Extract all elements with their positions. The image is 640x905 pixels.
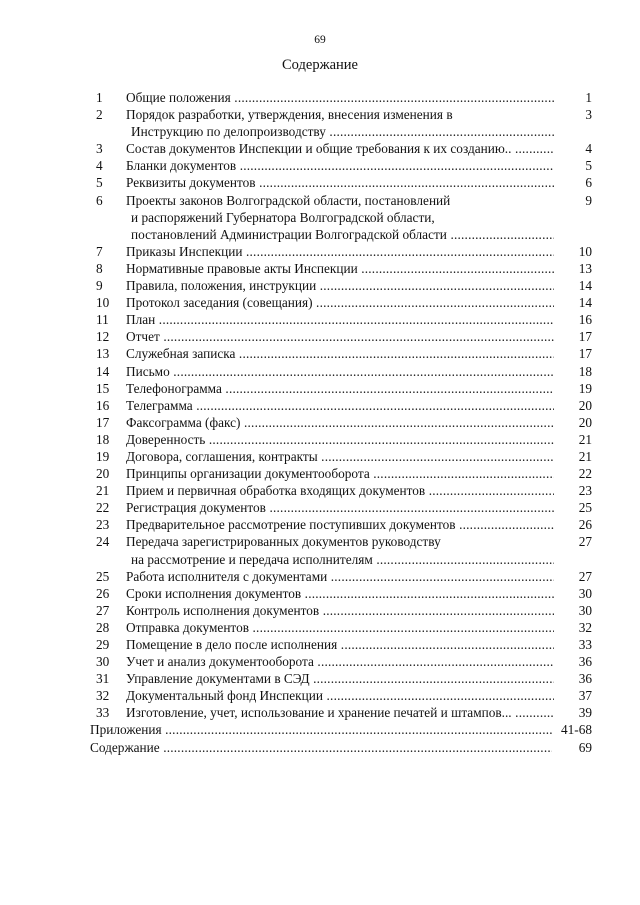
toc-entry <box>0 363 640 380</box>
entry-number: 22 <box>96 500 110 516</box>
entry-number: 23 <box>96 517 110 533</box>
toc-entry <box>0 533 640 550</box>
entry-page: 27 <box>578 568 592 584</box>
entry-page: 5 <box>585 158 592 174</box>
entry-number: 21 <box>96 483 110 499</box>
entry-title: Инструкцию по делопроизводству ..... <box>131 123 554 140</box>
toc-entry <box>0 568 640 585</box>
page-title: Содержание <box>282 57 358 73</box>
entry-title: Изготовление, учет, использование и хранение печатей и штампов... ..... <box>126 704 554 721</box>
toc-entry <box>0 670 640 687</box>
entry-number: 13 <box>96 346 110 362</box>
entry-page: 20 <box>578 397 592 413</box>
entry-title: Учет и анализ документооборота ..... <box>126 653 554 670</box>
toc-entry-appendix <box>0 721 640 738</box>
entry-title: Письмо ..... <box>126 363 554 380</box>
entry-number: 12 <box>96 329 110 345</box>
entry-title: и распоряжений Губернатора Волгоградской области, <box>131 209 435 225</box>
toc-entry <box>0 345 640 362</box>
entry-title: Прием и первичная обработка входящих документов ..... <box>126 482 554 499</box>
entry-title: Предварительное рассмотрение поступивших документов ..... <box>126 516 554 533</box>
toc-entry <box>0 243 640 260</box>
entry-title: Проекты законов Волгоградской области, постановлений <box>126 192 451 208</box>
toc-entry <box>0 294 640 311</box>
entry-title: Общие положения ..... <box>126 89 554 106</box>
entry-number: 18 <box>96 431 110 447</box>
entry-title: Телефонограмма ..... <box>126 380 554 397</box>
toc-entry <box>0 448 640 465</box>
entry-page: 6 <box>585 175 592 191</box>
toc-entry <box>0 499 640 516</box>
entry-title: Отчет ..... <box>126 328 554 345</box>
entry-number: 3 <box>96 141 103 157</box>
entry-page: 30 <box>578 585 592 601</box>
entry-page: 25 <box>578 500 592 516</box>
entry-number: 24 <box>96 534 110 550</box>
entry-title: Факсограмма (факс) ..... <box>126 414 554 431</box>
entry-page: 1 <box>585 90 592 105</box>
appendix-page: 41-68 <box>560 722 592 738</box>
entry-number: 2 <box>96 107 103 123</box>
entry-page: 20 <box>578 414 592 430</box>
entry-page: 14 <box>578 278 592 294</box>
entry-title: Управление документами в СЭД ..... <box>126 670 554 687</box>
contents-label: Содержание ..... <box>90 739 552 756</box>
entry-title: Контроль исполнения документов ..... <box>126 602 554 619</box>
entry-title: Регистрация документов ..... <box>126 499 554 516</box>
entry-page: 17 <box>578 329 592 345</box>
entry-number: 27 <box>96 602 110 618</box>
entry-page: 17 <box>578 346 592 362</box>
entry-page: 14 <box>578 295 592 311</box>
entry-number: 16 <box>96 397 110 413</box>
entry-number: 9 <box>96 278 103 294</box>
toc-entry <box>0 482 640 499</box>
entry-title: Сроки исполнения документов ..... <box>126 585 554 602</box>
entry-title: Телеграмма ..... <box>126 397 554 414</box>
toc-entry <box>0 260 640 277</box>
entry-page: 37 <box>578 688 592 704</box>
toc-entry <box>0 106 640 123</box>
entry-title: Приказы Инспекции ..... <box>126 243 554 260</box>
entry-page: 32 <box>578 619 592 635</box>
entry-title: Работа исполнителя с документами ..... <box>126 568 554 585</box>
contents-page: 69 <box>578 739 592 755</box>
entry-page: 19 <box>578 380 592 396</box>
entry-number: 17 <box>96 414 110 430</box>
toc-entry <box>0 585 640 602</box>
toc-entry <box>0 704 640 721</box>
entry-page: 26 <box>578 517 592 533</box>
entry-page: 33 <box>578 637 592 652</box>
entry-number: 32 <box>96 688 110 704</box>
toc-entry <box>0 311 640 328</box>
entry-number: 28 <box>96 619 110 635</box>
entry-title: Правила, положения, инструкции ..... <box>126 277 554 294</box>
toc-entry <box>0 551 640 568</box>
entry-title: Бланки документов ..... <box>126 157 554 174</box>
toc-entry <box>0 431 640 448</box>
entry-title: Нормативные правовые акты Инспекции ..... <box>126 260 554 277</box>
entry-page: 36 <box>578 654 592 670</box>
entry-number: 19 <box>96 448 110 464</box>
toc-entry <box>0 619 640 636</box>
toc-entry <box>0 516 640 533</box>
entry-title: Отправка документов ..... <box>126 619 554 636</box>
entry-page: 21 <box>578 431 592 447</box>
toc-entry <box>0 140 640 157</box>
entry-title: Доверенность ..... <box>126 431 554 448</box>
entry-number: 20 <box>96 466 110 482</box>
entry-number: 5 <box>96 175 103 191</box>
entry-title: постановлений Администрации Волгоградской области ..... <box>131 226 554 243</box>
toc-entry <box>0 636 640 653</box>
entry-page: 3 <box>585 107 592 123</box>
entry-number: 4 <box>96 158 103 174</box>
entry-title: на рассмотрение и передача исполнителям ..... <box>131 551 554 568</box>
entry-title: Передача зарегистрированных документов руководству <box>126 534 441 550</box>
toc-entry <box>0 277 640 294</box>
entry-page: 10 <box>578 243 592 259</box>
entry-page: 4 <box>585 141 592 157</box>
toc-entry <box>0 397 640 414</box>
entry-number: 1 <box>96 90 103 105</box>
toc-entry <box>0 123 640 140</box>
toc-entry <box>0 157 640 174</box>
entry-page: 23 <box>578 483 592 499</box>
entry-title: Принципы организации документооборота ..... <box>126 465 554 482</box>
entry-page: 13 <box>578 260 592 276</box>
entry-page: 21 <box>578 448 592 464</box>
entry-page: 30 <box>578 602 592 618</box>
entry-number: 31 <box>96 671 110 687</box>
entry-number: 33 <box>96 705 110 721</box>
entry-title: Документальный фонд Инспекции ..... <box>126 687 554 704</box>
entry-number: 7 <box>96 243 103 259</box>
entry-number: 15 <box>96 380 110 396</box>
toc-entry <box>0 89 640 106</box>
page-number: 69 <box>314 34 326 46</box>
entry-page: 9 <box>585 192 592 208</box>
table-of-contents <box>0 89 640 756</box>
entry-number: 11 <box>96 312 109 328</box>
entry-title: Помещение в дело после исполнения ..... <box>126 636 554 653</box>
entry-title: План ..... <box>126 311 554 328</box>
toc-entry <box>0 465 640 482</box>
entry-page: 22 <box>578 466 592 482</box>
entry-page: 39 <box>578 705 592 721</box>
entry-page: 27 <box>578 534 592 550</box>
entry-number: 30 <box>96 654 110 670</box>
entry-title: Реквизиты документов ..... <box>126 174 554 191</box>
toc-entry <box>0 687 640 704</box>
toc-entry <box>0 653 640 670</box>
entry-number: 6 <box>96 192 103 208</box>
entry-number: 8 <box>96 260 103 276</box>
toc-entry <box>0 226 640 243</box>
entry-title: Состав документов Инспекции и общие требования к их созданию.. ..... <box>126 140 554 157</box>
toc-entry-contents <box>0 739 640 756</box>
entry-number: 26 <box>96 585 110 601</box>
toc-entry <box>0 414 640 431</box>
toc-entry <box>0 209 640 226</box>
toc-entry <box>0 380 640 397</box>
entry-number: 29 <box>96 637 110 652</box>
appendix-label: Приложения ..... <box>90 721 552 738</box>
entry-number: 14 <box>96 363 110 379</box>
entry-title: Договора, соглашения, контракты ..... <box>126 448 554 465</box>
entry-number: 10 <box>96 295 110 311</box>
entry-title: Порядок разработки, утверждения, внесения изменения в <box>126 107 453 123</box>
entry-page: 36 <box>578 671 592 687</box>
entry-page: 18 <box>578 363 592 379</box>
entry-title: Служебная записка ..... <box>126 345 554 362</box>
entry-title: Протокол заседания (совещания) ..... <box>126 294 554 311</box>
entry-page: 16 <box>578 312 592 328</box>
toc-entry <box>0 602 640 619</box>
entry-number: 25 <box>96 568 110 584</box>
toc-entry <box>0 328 640 345</box>
toc-entry <box>0 174 640 191</box>
toc-entry <box>0 192 640 209</box>
